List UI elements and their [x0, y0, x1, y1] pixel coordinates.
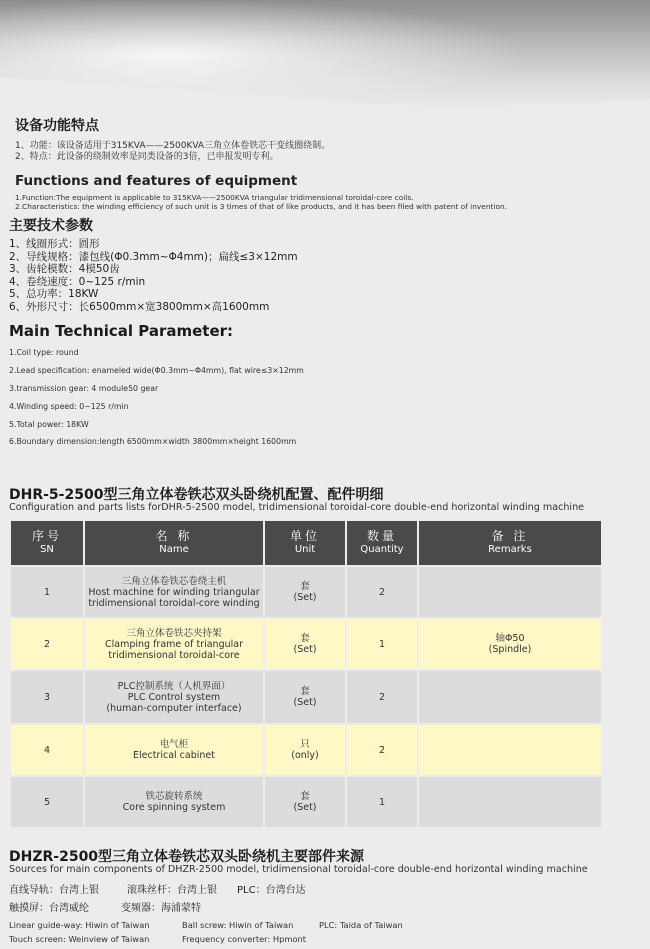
cell-remarks: 轴Φ50 (Spindle) [419, 619, 601, 669]
specs-title-cn: 主要技术参数 [9, 218, 93, 234]
sources-title-cn: DHZR-2500型三角立体卷铁芯双头卧绕机主要部件来源 [9, 849, 365, 865]
cell-name: 铁芯旋转系统 Core spinning system [85, 777, 263, 827]
cell-quantity: 2 [347, 567, 417, 617]
spec-line-en: 3.transmission gear: 4 module50 gear [9, 384, 159, 393]
cell-remarks [419, 567, 601, 617]
table-row [11, 777, 601, 827]
spec-line-cn: 3、齿轮模数：4模50齿 [9, 263, 120, 276]
cell-unit: 套 (Set) [265, 671, 345, 723]
features-line-2-en: 2.Characteristics: the winding efficiency of such unit is 3 times of that of like products, and it has been filed with patent of invention. [15, 202, 508, 211]
cell-name: 三角立体卷铁芯卷绕主机 Host machine for winding triangular tridimensional toroidal-core winding [85, 567, 263, 617]
cell-name: PLC控制系统（人机界面） PLC Control system (human-computer interface) [85, 671, 263, 723]
features-title-en: Functions and features of equipment [15, 173, 298, 189]
source-cn-1-2: 滚珠丝杆：台湾上银 [127, 885, 217, 896]
source-en-1-2: Ball screw: Hiwin of Taiwan [182, 920, 294, 930]
header-banner [0, 0, 650, 110]
cell-sn: 3 [11, 671, 83, 723]
table-row [11, 671, 601, 723]
spec-line-cn: 6、外形尺寸：长6500mm×宽3800mm×高1600mm [9, 300, 270, 313]
cell-unit: 套 (Set) [265, 567, 345, 617]
spec-line-cn: 5、总功率：18KW [9, 288, 99, 301]
header-remarks: 备 注 Remarks [419, 521, 601, 565]
config-title-en: Configuration and parts lists forDHR-5-2500 model, tridimensional toroidal-core double-end horizontal winding machine [9, 502, 585, 513]
source-en-2-1: Touch screen: Weinview of Taiwan [9, 934, 150, 944]
cell-remarks [419, 725, 601, 775]
table-row [11, 619, 601, 669]
parts-table [9, 519, 603, 829]
cell-sn: 1 [11, 567, 83, 617]
cell-unit: 只 (only) [265, 725, 345, 775]
spec-line-en: 5.Total power: 18KW [9, 420, 89, 429]
header-quantity: 数量 Quantity [347, 521, 417, 565]
table-header-row [11, 521, 601, 565]
cell-quantity: 1 [347, 777, 417, 827]
table-row [11, 567, 601, 617]
spec-line-cn: 1、线圈形式：圆形 [9, 238, 100, 250]
cell-name: 三角立体卷铁芯夹持架 Clamping frame of triangular tridimensional toroidal-core [85, 619, 263, 669]
source-en-1-1: Linear guide-way: Hiwin of Taiwan [9, 920, 150, 930]
cell-remarks [419, 671, 601, 723]
cell-sn: 2 [11, 619, 83, 669]
header-name: 名 称 Name [85, 521, 263, 565]
cell-name: 电气柜 Electrical cabinet [85, 725, 263, 775]
config-title-cn: DHR-5-2500型三角立体卷铁芯双头卧绕机配置、配件明细 [9, 487, 384, 503]
cell-unit: 套 (Set) [265, 619, 345, 669]
source-cn-1-3: PLC：台湾台达 [237, 885, 306, 896]
specs-list-cn [9, 238, 298, 314]
source-cn-1-1: 直线导轨：台湾上银 [9, 885, 99, 896]
source-en-2-2: Frequency converter: Hpmont [182, 934, 307, 944]
features-line-2-cn: 2、特点：此设备的绕制效率是同类设备的3倍，已申报发明专利。 [15, 152, 279, 162]
spec-line-en: 1.Coil type: round [9, 348, 79, 357]
cell-sn: 4 [11, 725, 83, 775]
cell-quantity: 2 [347, 671, 417, 723]
cell-quantity: 1 [347, 619, 417, 669]
cell-quantity: 2 [347, 725, 417, 775]
sources-title-en: Sources for main components of DHZR-2500 model, tridimensional toroidal-core double-end horizontal winding machine [9, 864, 588, 875]
features-line-1-cn: 1、功能：该设备适用于315KVA——2500KVA三角立体卷铁芯干变线圈绕制。 [15, 141, 331, 151]
spec-line-cn: 2、导线规格：漆包线(Φ0.3mm~Φ4mm)；扁线≤3×12mm [9, 250, 298, 263]
spec-line-en: 6.Boundary dimension:length 6500mm×width 3800mm×height 1600mm [9, 437, 297, 446]
header-sn: 序号 SN [11, 521, 83, 565]
source-cn-2-1: 触摸屏：台湾威纶 [9, 903, 89, 914]
features-title-cn: 设备功能特点 [15, 118, 99, 134]
source-cn-2-2: 变频器：海浦蒙特 [121, 903, 201, 914]
features-line-1-en: 1.Function:The equipment is applicable to 315KVA——2500KVA triangular tridimensional toroidal-core coils. [15, 193, 414, 202]
cell-remarks [419, 777, 601, 827]
cell-unit: 套 (Set) [265, 777, 345, 827]
header-unit: 单位 Unit [265, 521, 345, 565]
specs-title-en: Main Technical Parameter: [9, 322, 234, 340]
spec-line-en: 2.Lead specification: enameled wide(Φ0.3mm~Φ4mm), flat wire≤3×12mm [9, 366, 304, 375]
source-en-1-3: PLC: Taida of Taiwan [319, 920, 403, 930]
spec-line-en: 4.Winding speed: 0~125 r/min [9, 402, 129, 411]
table-row [11, 725, 601, 775]
spec-line-cn: 4、卷绕速度：0~125 r/min [9, 275, 146, 288]
cell-sn: 5 [11, 777, 83, 827]
